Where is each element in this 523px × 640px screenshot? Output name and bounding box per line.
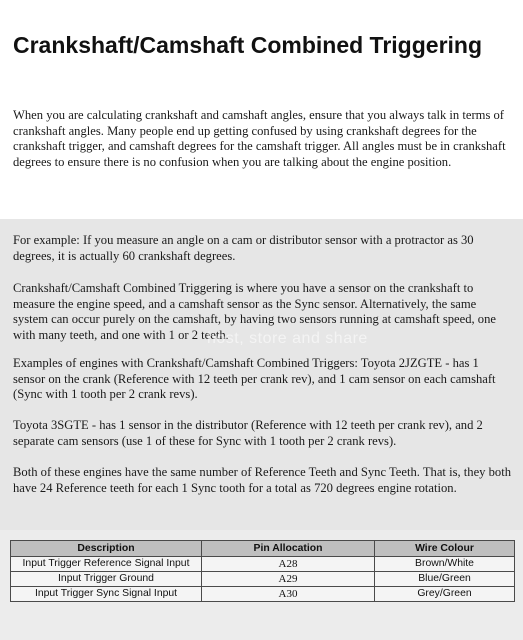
header-pin-allocation: Pin Allocation: [202, 541, 375, 557]
cell-wire-colour: Brown/White: [375, 557, 515, 572]
page-title: Crankshaft/Camshaft Combined Triggering: [13, 32, 483, 58]
cell-wire-colour: Blue/Green: [375, 572, 515, 587]
pin-allocation-table: [10, 540, 515, 602]
engine-2jzgte-paragraph: Examples of engines with Crankshaft/Camshaft Combined Triggers: Toyota 2JZGTE - has 1 sensor on the crank (Reference with 12 teeth per crank rev), and 1 cam sensor on each camshaft (Sync with 1 tooth per 2 crank revs).: [13, 356, 496, 402]
watermark-text: host, store and share: [207, 330, 368, 347]
table-row: [11, 572, 515, 587]
cell-wire-colour: Grey/Green: [375, 587, 515, 602]
table-header-row: [11, 541, 515, 557]
example-paragraph: For example: If you measure an angle on a cam or distributor sensor with a protractor as 30 degrees, it is actually 60 crankshaft degrees.: [13, 233, 474, 263]
engine-3sgte-paragraph: Toyota 3SGTE - has 1 sensor in the distributor (Reference with 12 teeth per crank rev), and 2 separate cam sensors (use 1 of these for Sync with 1 tooth per 2 crank revs).: [13, 418, 483, 448]
summary-paragraph: Both of these engines have the same number of Reference Teeth and Sync Teeth. That is, they both have 24 Reference teeth for each 1 Sync tooth for a total as 720 degrees engine rotation.: [13, 465, 511, 495]
header-wire-colour: Wire Colour: [375, 541, 515, 557]
cell-description: Input Trigger Ground: [11, 572, 202, 587]
table-row: [11, 587, 515, 602]
intro-paragraph: When you are calculating crankshaft and camshaft angles, ensure that you always talk in terms of crankshaft angles. Many people end up getting confused by using crankshaft degrees for the crankshaft trigger, and camshaft degrees for the camshaft trigger. All angles must be in crankshaft degrees to ensure there is no confusion when you are talking about the engine position.: [13, 108, 506, 169]
cell-description: Input Trigger Reference Signal Input: [11, 557, 202, 572]
cell-pin: A28: [202, 557, 375, 572]
cell-pin: A30: [202, 587, 375, 602]
cell-pin: A29: [202, 572, 375, 587]
table-row: [11, 557, 515, 572]
header-description: Description: [11, 541, 202, 557]
definition-paragraph: Crankshaft/Camshaft Combined Triggering is where you have a sensor on the crankshaft to measure the engine speed, and a camshaft sensor as the Sync sensor. Alternatively, the same system can occur purely on the camshaft, by having two sensors running at camshaft speed, one with many teeth, and one with 1 or 2 teeth.: [13, 281, 496, 342]
cell-description: Input Trigger Sync Signal Input: [11, 587, 202, 602]
